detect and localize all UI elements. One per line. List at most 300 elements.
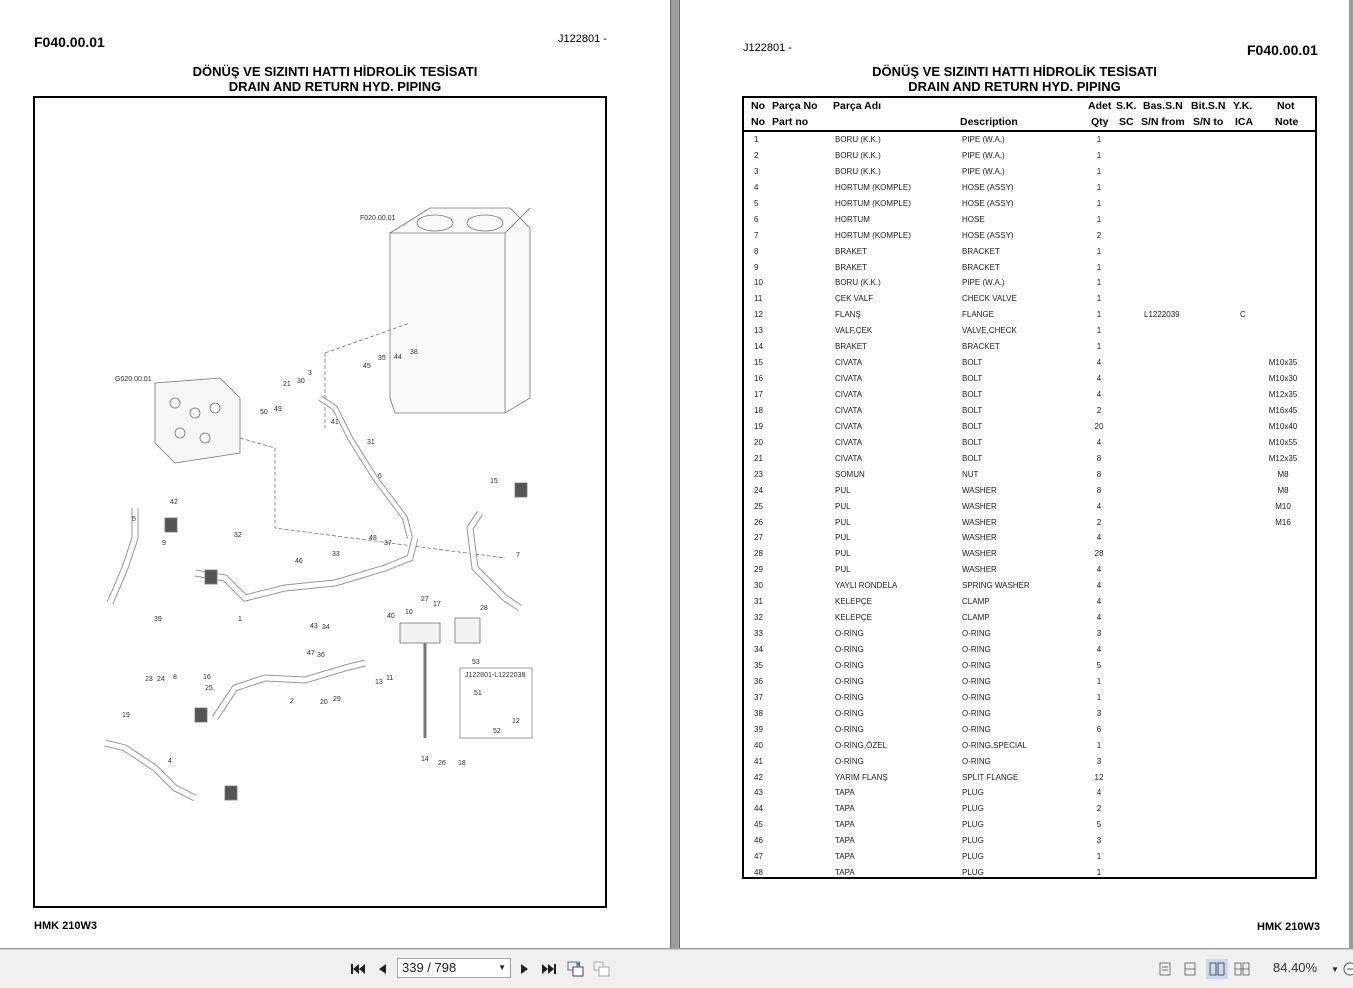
quantity: 3	[1096, 756, 1102, 766]
note: M12x35	[1268, 453, 1298, 463]
table-row	[744, 707, 1315, 723]
svg-text:4: 4	[168, 758, 172, 765]
part-name-tr: YAYLI RONDELA	[835, 581, 898, 591]
part-description: O-RING	[962, 756, 991, 766]
item-number: 40	[754, 740, 763, 750]
col-qty-en: Qty	[1091, 116, 1109, 128]
table-row	[744, 229, 1315, 245]
svg-text:17: 17	[433, 601, 441, 608]
part-description: BOLT	[962, 358, 983, 368]
svg-text:38: 38	[410, 349, 418, 356]
item-number: 26	[754, 517, 763, 527]
svg-text:5: 5	[132, 516, 136, 523]
item-number: 42	[754, 772, 763, 782]
item-number: 30	[754, 581, 763, 591]
quantity: 1	[1096, 135, 1102, 144]
part-name-tr: O-RİNG	[835, 645, 864, 654]
item-number: 19	[754, 421, 763, 431]
part-description: O-RING	[962, 629, 991, 639]
table-row	[744, 276, 1315, 292]
part-name-tr: TAPA	[835, 804, 855, 814]
table-row	[744, 165, 1315, 181]
next-page-button[interactable]	[518, 959, 532, 979]
part-name-tr: BORU (K.K.)	[835, 166, 881, 176]
last-page-button[interactable]	[540, 959, 558, 979]
first-page-button[interactable]	[349, 959, 367, 979]
part-name-tr: TAPA	[835, 788, 855, 798]
svg-text:29: 29	[333, 696, 341, 703]
item-number: 10	[754, 278, 763, 288]
table-row	[744, 802, 1315, 818]
item-number: 17	[754, 390, 763, 399]
part-name-tr: CIVATA	[835, 390, 863, 399]
table-row	[744, 261, 1315, 277]
part-description: WASHER	[962, 533, 997, 543]
part-name-tr: O-RİNG	[835, 692, 864, 702]
col-no-en: No	[751, 116, 765, 128]
part-description: CLAMP	[962, 613, 990, 623]
quantity: 1	[1096, 294, 1102, 304]
col-note-tr: Not	[1277, 100, 1295, 112]
svg-text:7: 7	[516, 552, 520, 559]
quantity: 4	[1096, 501, 1102, 511]
item-number: 1	[754, 135, 759, 144]
table-row	[744, 149, 1315, 165]
svg-text:41: 41	[331, 419, 339, 426]
quantity: 1	[1096, 278, 1102, 288]
item-number: 46	[754, 836, 763, 846]
table-row	[744, 388, 1315, 404]
table-row	[744, 755, 1315, 771]
item-number: 12	[754, 310, 763, 320]
svg-text:50: 50	[260, 409, 268, 416]
facing-pages-icon	[1209, 962, 1225, 976]
quantity: 4	[1096, 788, 1102, 798]
part-name-tr: HORTUM (KOMPLE)	[835, 230, 911, 240]
col-sn-from-tr: Bas.S.N	[1143, 100, 1183, 112]
table-row	[744, 452, 1315, 468]
part-name-tr: O-RİNG	[835, 724, 864, 734]
svg-text:36: 36	[317, 652, 325, 659]
part-name-tr: BRAKET	[835, 246, 868, 256]
ica-code: C	[1240, 310, 1246, 320]
zoom-dropdown[interactable]	[1331, 959, 1339, 979]
part-name-tr: KELEPÇE	[835, 613, 872, 623]
last-page-icon	[542, 963, 556, 975]
svg-text:6: 6	[378, 473, 382, 480]
part-description: O-RING,SPECIAL	[962, 740, 1027, 750]
table-row	[744, 324, 1315, 340]
part-description: O-RING	[962, 708, 991, 718]
parts-table	[742, 96, 1317, 879]
item-number: 4	[754, 182, 759, 192]
part-name-tr: SOMUN	[835, 469, 865, 479]
diagram-drawing	[35, 98, 605, 906]
svg-text:31: 31	[367, 439, 375, 446]
table-row	[744, 372, 1315, 388]
item-number: 33	[754, 629, 763, 639]
part-name-tr: FLANŞ	[835, 310, 861, 320]
quantity: 1	[1096, 166, 1102, 176]
part-name-tr: PUL	[835, 517, 851, 527]
part-name-tr: BORU (K.K.)	[835, 150, 881, 160]
item-number: 29	[754, 565, 763, 575]
quantity: 1	[1096, 692, 1102, 702]
svg-text:39: 39	[154, 616, 162, 623]
quantity: 4	[1096, 533, 1102, 543]
quantity: 1	[1096, 310, 1102, 320]
part-name-tr: CIVATA	[835, 453, 863, 463]
col-part-no-en: Part no	[772, 116, 809, 128]
item-number: 7	[754, 230, 759, 240]
table-row	[744, 659, 1315, 675]
table-row	[744, 595, 1315, 611]
svg-text:47: 47	[307, 650, 315, 657]
quantity: 2	[1096, 230, 1102, 240]
part-name-tr: CIVATA	[835, 358, 863, 368]
col-no: No	[751, 100, 765, 112]
part-name-tr: O-RİNG	[835, 708, 864, 718]
serial-range: J122801 -	[558, 33, 607, 45]
continuous-facing-view-button[interactable]	[1233, 959, 1251, 979]
part-name-tr: ÇEK VALF	[835, 294, 874, 304]
part-name-tr: TAPA	[835, 868, 855, 878]
quantity: 1	[1096, 852, 1102, 862]
quantity: 3	[1096, 708, 1102, 718]
quantity: 4	[1096, 358, 1102, 368]
svg-text:15: 15	[490, 478, 498, 485]
table-row	[744, 563, 1315, 579]
svg-text:27: 27	[421, 596, 429, 603]
svg-text:43: 43	[310, 623, 318, 630]
table-row	[744, 866, 1315, 882]
svg-text:53: 53	[472, 659, 480, 666]
first-page-icon	[351, 963, 365, 975]
part-name-tr: CIVATA	[835, 421, 863, 431]
table-row	[744, 850, 1315, 866]
quantity: 1	[1096, 342, 1102, 352]
note: M8	[1277, 469, 1289, 479]
part-name-tr: TAPA	[835, 852, 855, 862]
item-number: 48	[754, 868, 763, 878]
svg-text:24: 24	[157, 676, 165, 683]
page-number-value: 339 / 798	[402, 960, 457, 975]
part-description: PIPE (W.A.)	[962, 135, 1005, 144]
page-code: F040.00.01	[1247, 42, 1318, 58]
part-description: SPLIT FLANGE	[962, 772, 1019, 782]
part-description: PIPE (W.A.)	[962, 278, 1005, 288]
table-row	[744, 308, 1315, 324]
svg-text:30: 30	[297, 378, 305, 385]
part-name-tr: CIVATA	[835, 437, 863, 447]
table-row	[744, 611, 1315, 627]
quantity: 4	[1096, 437, 1102, 447]
quantity: 20	[1094, 421, 1104, 431]
part-description: O-RING	[962, 645, 991, 654]
svg-text:34: 34	[322, 624, 330, 631]
quantity: 8	[1096, 485, 1102, 495]
part-description: PIPE (W.A.)	[962, 150, 1005, 160]
facing-view-button[interactable]	[1206, 959, 1228, 979]
item-number: 47	[754, 852, 763, 862]
note: M16x45	[1268, 405, 1298, 415]
part-name-tr: PUL	[835, 533, 851, 543]
part-description: BRACKET	[962, 342, 1000, 352]
table-row	[744, 356, 1315, 372]
svg-text:13: 13	[375, 679, 383, 686]
part-description: CHECK VALVE	[962, 294, 1017, 304]
item-number: 24	[754, 485, 763, 495]
svg-text:19: 19	[122, 712, 130, 719]
page-number-input[interactable]	[397, 958, 511, 978]
part-description: CLAMP	[962, 597, 990, 607]
item-number: 44	[754, 804, 763, 814]
part-description: VALVE,CHECK	[962, 326, 1017, 336]
part-description: FLANGE	[962, 310, 995, 320]
svg-text:21: 21	[283, 381, 291, 388]
item-number: 16	[754, 374, 763, 384]
table-row	[744, 516, 1315, 532]
go-forward-view-button[interactable]	[592, 959, 612, 979]
quantity: 1	[1096, 262, 1102, 272]
model-footer: HMK 210W3	[34, 920, 97, 932]
part-name-tr: BORU (K.K.)	[835, 135, 881, 144]
quantity: 1	[1096, 198, 1102, 208]
svg-text:51: 51	[474, 690, 482, 697]
part-description: PLUG	[962, 852, 984, 862]
part-description: WASHER	[962, 485, 997, 495]
item-number: 27	[754, 533, 763, 543]
svg-text:20: 20	[320, 699, 328, 706]
item-number: 15	[754, 358, 763, 368]
part-description: BRACKET	[962, 262, 1000, 272]
item-number: 38	[754, 708, 763, 718]
part-name-tr: PUL	[835, 501, 851, 511]
item-number: 6	[754, 214, 759, 224]
page-code: F040.00.01	[34, 34, 105, 50]
table-row	[744, 691, 1315, 707]
continuous-facing-icon	[1234, 962, 1250, 976]
item-number: 14	[754, 342, 763, 352]
viewer-toolbar	[0, 949, 1353, 988]
part-description: WASHER	[962, 565, 997, 575]
table-row	[744, 181, 1315, 197]
table-row	[744, 834, 1315, 850]
svg-text:32: 32	[234, 532, 242, 539]
note: M10	[1275, 501, 1291, 511]
note: M10x55	[1268, 437, 1298, 447]
part-description: PLUG	[962, 868, 984, 878]
part-description: HOSE (ASSY)	[962, 230, 1014, 240]
table-row	[744, 675, 1315, 691]
part-name-tr: CIVATA	[835, 374, 863, 384]
item-number: 5	[754, 198, 759, 208]
col-name-tr: Parça Adı	[833, 100, 882, 112]
table-row	[744, 420, 1315, 436]
continuous-view-button[interactable]	[1182, 959, 1198, 979]
part-name-tr: O-RİNG	[835, 756, 864, 766]
note: M10x30	[1268, 374, 1298, 384]
part-name-tr: TAPA	[835, 820, 855, 830]
part-name-tr: TAPA	[835, 836, 855, 846]
part-name-tr: BRAKET	[835, 262, 868, 272]
quantity: 1	[1096, 246, 1102, 256]
table-row	[744, 245, 1315, 261]
item-number: 43	[754, 788, 763, 798]
quantity: 1	[1096, 868, 1102, 878]
svg-text:28: 28	[480, 605, 488, 612]
table-row	[744, 786, 1315, 802]
svg-text:26: 26	[438, 760, 446, 767]
go-back-view-button[interactable]	[566, 959, 586, 979]
quantity: 3	[1096, 836, 1102, 846]
part-description: SPRING WASHER	[962, 581, 1030, 591]
svg-text:40: 40	[387, 613, 395, 620]
single-page-view-button[interactable]	[1157, 959, 1173, 979]
table-row	[744, 531, 1315, 547]
zoom-out-button[interactable]	[1342, 959, 1353, 979]
part-name-tr: YARIM FLANŞ	[835, 772, 888, 782]
part-name-tr: BRAKET	[835, 342, 868, 352]
quantity: 1	[1096, 182, 1102, 192]
serial-from: L1222039	[1144, 310, 1180, 320]
table-row	[744, 404, 1315, 420]
part-name-tr: PUL	[835, 565, 851, 575]
quantity: 1	[1096, 676, 1102, 686]
note: M16	[1275, 517, 1291, 527]
svg-text:25: 25	[205, 685, 213, 692]
table-row	[744, 739, 1315, 755]
svg-text:14: 14	[421, 756, 429, 763]
quantity: 8	[1096, 469, 1102, 479]
col-part-no: Parça No	[772, 100, 818, 112]
svg-text:37: 37	[384, 540, 392, 547]
note: M10x35	[1268, 358, 1298, 368]
svg-text:9: 9	[162, 540, 166, 547]
next-page-icon	[521, 963, 529, 975]
svg-text:52: 52	[493, 728, 501, 735]
chevron-down-icon[interactable]: ▼	[498, 963, 506, 972]
part-name-tr: HORTUM (KOMPLE)	[835, 182, 911, 192]
quantity: 4	[1096, 597, 1102, 607]
part-description: O-RING	[962, 660, 991, 670]
previous-page-icon	[378, 963, 386, 975]
part-name-tr: O-RİNG	[835, 660, 864, 670]
part-description: PIPE (W.A.)	[962, 166, 1005, 176]
zoom-level[interactable]: 84.40%	[1273, 960, 1318, 975]
left-page	[0, 0, 671, 948]
part-description: PLUG	[962, 804, 984, 814]
part-description: WASHER	[962, 517, 997, 527]
col-sc-en: SC	[1119, 116, 1134, 128]
svg-text:10: 10	[405, 609, 413, 616]
ref-tank: F020.00.01	[360, 215, 396, 222]
part-name-tr: O-RİNG	[835, 629, 864, 639]
model-footer: HMK 210W3	[1257, 921, 1320, 933]
part-description: PLUG	[962, 820, 984, 830]
item-number: 11	[754, 294, 763, 304]
svg-text:11: 11	[386, 675, 394, 682]
col-sn-to-en: S/N to	[1193, 116, 1224, 128]
svg-text:18: 18	[458, 760, 466, 767]
item-number: 18	[754, 405, 763, 415]
table-row	[744, 643, 1315, 659]
part-description: WASHER	[962, 549, 997, 559]
item-number: 25	[754, 501, 763, 511]
ref-inset: J122801-L1222038	[465, 672, 526, 679]
table-row	[744, 213, 1315, 229]
part-description: HOSE	[962, 214, 985, 224]
table-row	[744, 133, 1315, 149]
svg-text:49: 49	[274, 406, 282, 413]
next-view-icon	[593, 961, 611, 977]
svg-text:8: 8	[173, 674, 177, 681]
quantity: 28	[1094, 549, 1104, 559]
item-number: 13	[754, 326, 763, 336]
part-description: O-RING	[962, 724, 991, 734]
svg-text:12: 12	[512, 718, 520, 725]
quantity: 2	[1096, 804, 1102, 814]
quantity: 1	[1096, 326, 1102, 336]
quantity: 5	[1096, 660, 1102, 670]
part-description: O-RING	[962, 676, 991, 686]
item-number: 8	[754, 246, 759, 256]
item-number: 41	[754, 756, 763, 766]
item-number: 32	[754, 613, 763, 623]
table-row	[744, 468, 1315, 484]
part-description: BOLT	[962, 421, 983, 431]
part-name-tr: PUL	[835, 485, 851, 495]
table-row	[744, 723, 1315, 739]
quantity: 3	[1096, 629, 1102, 639]
serial-range: J122801 -	[743, 42, 792, 54]
col-ica-en: ICA	[1235, 116, 1254, 128]
part-description: BOLT	[962, 437, 983, 447]
table-row	[744, 484, 1315, 500]
item-number: 36	[754, 676, 763, 686]
item-number: 9	[754, 262, 759, 272]
svg-text:44: 44	[394, 354, 402, 361]
previous-view-icon	[567, 961, 585, 977]
svg-text:16: 16	[203, 674, 211, 681]
item-number: 45	[754, 820, 763, 830]
previous-page-button[interactable]	[374, 959, 390, 979]
table-row	[744, 500, 1315, 516]
item-number: 20	[754, 437, 763, 447]
ref-valve-block: G020.00.01	[115, 376, 152, 383]
item-number: 35	[754, 660, 763, 670]
part-name-tr: HORTUM	[835, 214, 870, 224]
svg-text:2: 2	[290, 698, 294, 705]
svg-text:1: 1	[238, 616, 242, 623]
title-english: DRAIN AND RETURN HYD. PIPING	[908, 79, 1121, 94]
part-description: HOSE (ASSY)	[962, 198, 1014, 208]
svg-text:33: 33	[332, 551, 340, 558]
part-name-tr: KELEPÇE	[835, 597, 872, 607]
part-description: HOSE (ASSY)	[962, 182, 1014, 192]
item-number: 21	[754, 453, 763, 463]
col-ica-tr: Y.K.	[1233, 100, 1253, 112]
table-header	[744, 98, 1315, 132]
svg-text:35: 35	[378, 355, 386, 362]
zoom-out-icon	[1343, 962, 1353, 976]
svg-text:42: 42	[170, 499, 178, 506]
part-name-tr: VALF,ÇEK	[835, 326, 873, 336]
part-name-tr: O-RİNG,ÖZEL	[835, 740, 888, 750]
quantity: 4	[1096, 565, 1102, 575]
quantity: 4	[1096, 581, 1102, 591]
part-description: PLUG	[962, 836, 984, 846]
